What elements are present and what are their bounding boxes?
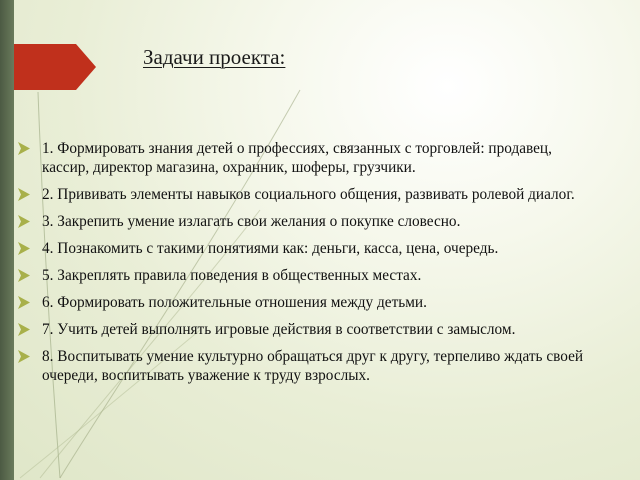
- list-item-text: 5. Закреплять правила поведения в общественных местах.: [42, 267, 422, 284]
- left-decorative-strip: [0, 0, 14, 480]
- leaf-arrow-bullet-icon: [18, 242, 30, 255]
- list-item: [18, 239, 598, 258]
- list-item-text: 4. Познакомить с такими понятиями как: деньги, касса, цена, очередь.: [42, 240, 499, 257]
- list-item: [18, 293, 598, 312]
- list-item: [18, 212, 598, 231]
- list-item-text: 7. Учить детей выполнять игровые действия в соответствии с замыслом.: [42, 321, 516, 338]
- list-item: [18, 139, 598, 177]
- leaf-arrow-bullet-icon: [18, 350, 30, 363]
- leaf-arrow-bullet-icon: [18, 323, 30, 336]
- leaf-arrow-bullet-icon: [18, 215, 30, 228]
- list-item-text: 8. Воспитывать умение культурно обращаться друг к другу, терпеливо ждать своей очереди, воспитывать уважение к труду взрослых.: [42, 348, 584, 384]
- list-item-text: 6. Формировать положительные отношения между детьми.: [42, 294, 427, 311]
- slide-title: Задачи проекта:: [143, 45, 286, 69]
- list-item: [18, 185, 598, 204]
- leaf-arrow-bullet-icon: [18, 296, 30, 309]
- list-item: [18, 320, 598, 339]
- leaf-arrow-bullet-icon: [18, 188, 30, 201]
- list-item-text: 1. Формировать знания детей о профессиях, связанных с торговлей: продавец, кассир, директор магазина, охранник, шоферы, грузчики.: [42, 140, 552, 176]
- list-item-text: 3. Закрепить умение излагать свои желания о покупке словесно.: [42, 213, 461, 230]
- leaf-arrow-bullet-icon: [18, 142, 30, 155]
- red-banner-arrow: [14, 44, 96, 90]
- leaf-arrow-bullet-icon: [18, 269, 30, 282]
- list-item: [18, 347, 598, 385]
- task-list: [18, 139, 598, 393]
- list-item-text: 2. Прививать элементы навыков социального общения, развивать ролевой диалог.: [42, 186, 575, 203]
- list-item: [18, 266, 598, 285]
